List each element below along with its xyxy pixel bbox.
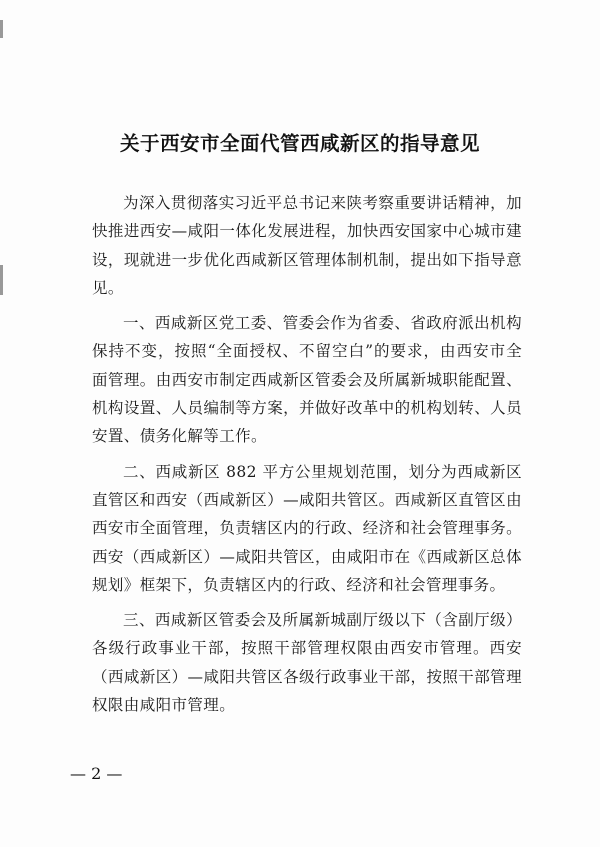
paragraph-intro: 为深入贯彻落实习近平总书记来陕考察重要讲话精神，加快推进西安—咸阳一体化发展进程，加快西安国家中心城市建设，现就进一步优化西咸新区管理体制机制，提出如下指导意见。 bbox=[92, 194, 522, 297]
paragraph-section-1: 一、西咸新区党工委、管委会作为省委、省政府派出机构保持不变，按照“全面授权、不留空白”的要求，由西安市全面管理。由西安市制定西咸新区管委会及所属新城职能配置、机构设置、人员编制等方案，并做好改革中的机构划转、人员安置、债务化解等工作。 bbox=[92, 314, 522, 446]
document-body bbox=[92, 189, 522, 726]
paragraph-section-2: 二、西咸新区 882 平方公里规划范围，划分为西咸新区直管区和西安（西咸新区）—咸阳共管区。西咸新区直管区由西安市全面管理，负责辖区内的行政、经济和社会管理事务。西安（西咸新区）—咸阳共管区，由咸阳市在《西咸新区总体规划》框架下，负责辖区内的行政、经济和社会管理事务。 bbox=[92, 462, 522, 594]
page-number: — 2 — bbox=[70, 764, 123, 783]
document-title: 关于西安市全面代管西咸新区的指导意见 bbox=[119, 132, 480, 155]
scan-edge-mark bbox=[0, 265, 3, 295]
paragraph-section-3: 三、西咸新区管委会及所属新城副厅级以下（含副厅级）各级行政事业干部，按照干部管理权限由西安市管理。西安（西咸新区）—咸阳共管区各级行政事业干部，按照干部管理权限由咸阳市管理。 bbox=[92, 611, 522, 715]
scan-edge-mark bbox=[0, 20, 3, 38]
